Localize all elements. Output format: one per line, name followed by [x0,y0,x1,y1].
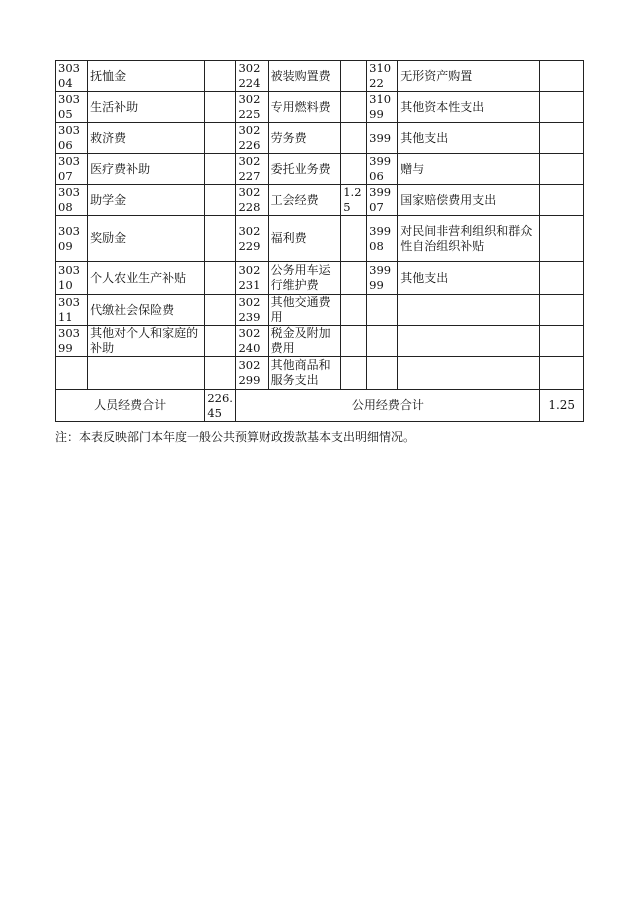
personnel-total-value: 226.45 [205,390,236,422]
table-row [56,216,584,262]
cell-n1: 奖励金 [88,216,205,262]
cell-c1: 30310 [56,262,88,295]
cell-n3 [398,357,540,390]
cell-c2: 302224 [236,61,268,92]
cell-c2: 302299 [236,357,268,390]
cell-c2: 302240 [236,326,268,357]
cell-n3: 其他资本性支出 [398,92,540,123]
cell-a2 [341,262,367,295]
cell-c3: 31022 [367,61,398,92]
totals-row [56,390,584,422]
cell-empty [540,123,584,154]
cell-n1: 代缴社会保险费 [88,295,205,326]
cell-c2: 302225 [236,92,268,123]
cell-n1 [88,357,205,390]
cell-empty [540,185,584,216]
cell-a2 [341,357,367,390]
cell-empty [540,154,584,185]
budget-detail-table [55,60,584,422]
cell-n1: 其他对个人和家庭的补助 [88,326,205,357]
cell-empty [540,216,584,262]
cell-empty [540,295,584,326]
table-row [56,185,584,216]
cell-c3: 399 [367,123,398,154]
table-row [56,92,584,123]
cell-a1 [205,216,236,262]
cell-a1 [205,92,236,123]
cell-c3: 39999 [367,262,398,295]
cell-a2 [341,123,367,154]
cell-a2 [341,326,367,357]
cell-a1 [205,295,236,326]
cell-n2: 委托业务费 [268,154,341,185]
cell-c1: 30308 [56,185,88,216]
cell-empty [540,357,584,390]
cell-empty [540,262,584,295]
cell-n3: 赠与 [398,154,540,185]
cell-n1: 个人农业生产补贴 [88,262,205,295]
cell-c2: 302227 [236,154,268,185]
public-total-value: 1.25 [540,390,584,422]
cell-n2: 税金及附加费用 [268,326,341,357]
cell-empty [540,326,584,357]
cell-c2: 302239 [236,295,268,326]
cell-n1: 助学金 [88,185,205,216]
cell-a2 [341,295,367,326]
cell-a1 [205,61,236,92]
cell-n2: 专用燃料费 [268,92,341,123]
cell-n2: 工会经费 [268,185,341,216]
cell-c1: 30304 [56,61,88,92]
cell-c1: 30311 [56,295,88,326]
cell-c1: 30306 [56,123,88,154]
cell-c3: 39906 [367,154,398,185]
cell-c2: 302228 [236,185,268,216]
table-note: 注：本表反映部门本年度一般公共预算财政拨款基本支出明细情况。 [55,430,416,444]
table-row [56,357,584,390]
cell-c3 [367,295,398,326]
cell-empty [540,92,584,123]
cell-a1 [205,262,236,295]
cell-c3 [367,357,398,390]
cell-a2 [341,216,367,262]
cell-c2: 302226 [236,123,268,154]
cell-c1: 30399 [56,326,88,357]
cell-c2: 302229 [236,216,268,262]
cell-n3: 其他支出 [398,262,540,295]
cell-c1: 30307 [56,154,88,185]
cell-n3: 国家赔偿费用支出 [398,185,540,216]
cell-empty [540,61,584,92]
cell-c1: 30305 [56,92,88,123]
cell-n2: 被装购置费 [268,61,341,92]
public-total-label: 公用经费合计 [236,390,540,422]
cell-c1 [56,357,88,390]
cell-a2: 1.25 [341,185,367,216]
cell-n3: 其他支出 [398,123,540,154]
cell-n1: 抚恤金 [88,61,205,92]
cell-n2: 其他交通费用 [268,295,341,326]
cell-n2: 其他商品和服务支出 [268,357,341,390]
cell-c3 [367,326,398,357]
cell-a1 [205,326,236,357]
table-row [56,262,584,295]
cell-c3: 39908 [367,216,398,262]
table-row [56,61,584,92]
cell-a1 [205,154,236,185]
cell-n3: 无形资产购置 [398,61,540,92]
cell-a1 [205,357,236,390]
personnel-total-label: 人员经费合计 [56,390,205,422]
cell-n3 [398,295,540,326]
cell-n3: 对民间非营利组织和群众性自治组织补贴 [398,216,540,262]
table-row [56,154,584,185]
cell-c3: 31099 [367,92,398,123]
cell-n1: 生活补助 [88,92,205,123]
cell-a1 [205,185,236,216]
cell-c1: 30309 [56,216,88,262]
cell-a2 [341,92,367,123]
cell-n3 [398,326,540,357]
table-row [56,326,584,357]
cell-n1: 医疗费补助 [88,154,205,185]
cell-a1 [205,123,236,154]
cell-a2 [341,61,367,92]
cell-a2 [341,154,367,185]
cell-n2: 劳务费 [268,123,341,154]
cell-c3: 39907 [367,185,398,216]
table-row [56,123,584,154]
cell-n2: 福利费 [268,216,341,262]
table-row [56,295,584,326]
cell-n2: 公务用车运行维护费 [268,262,341,295]
cell-n1: 救济费 [88,123,205,154]
table-body [56,61,584,390]
cell-c2: 302231 [236,262,268,295]
